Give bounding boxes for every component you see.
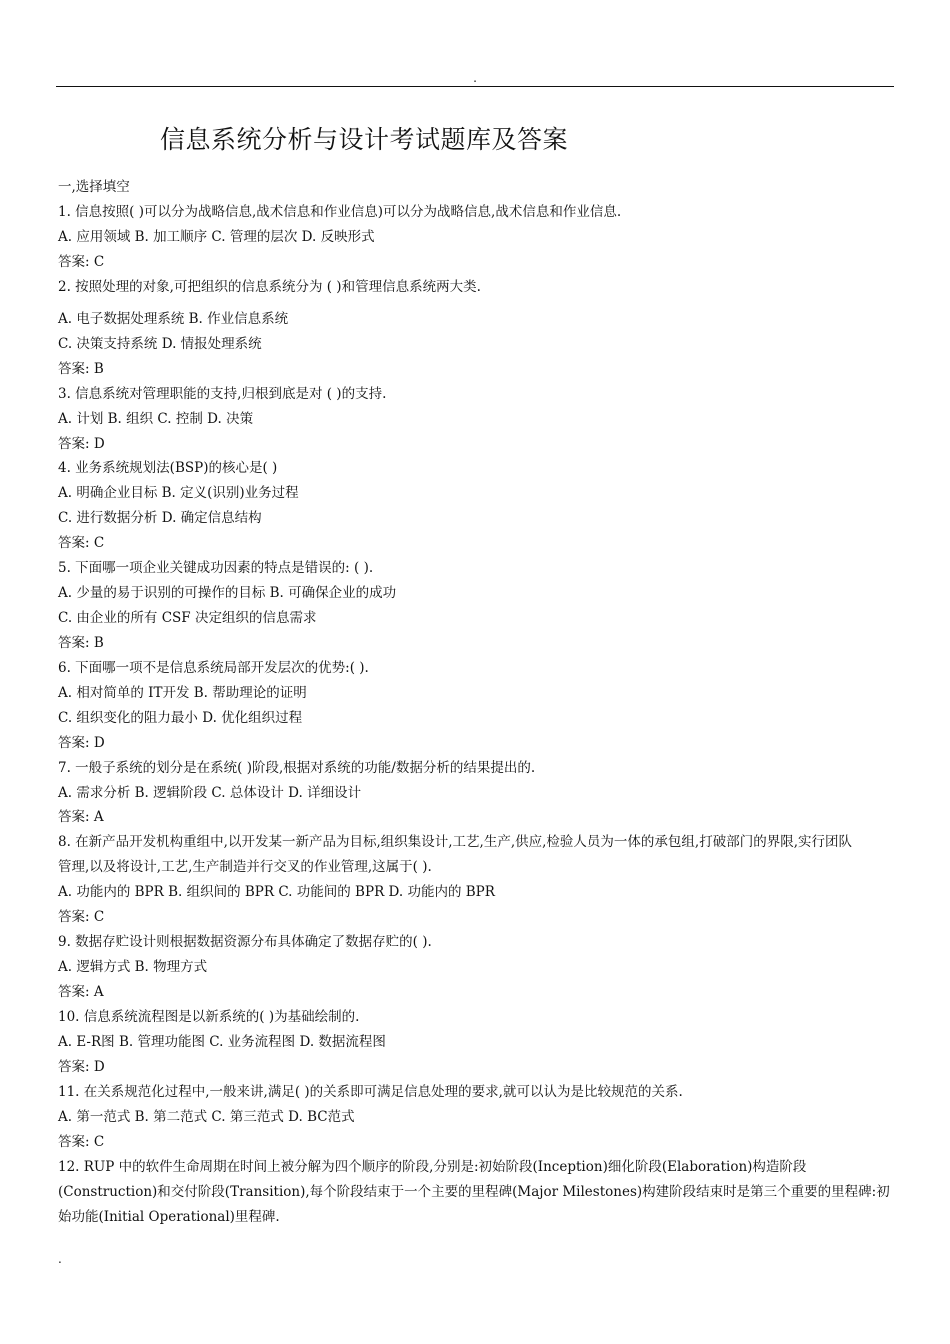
text-line: A. 第一范式 B. 第二范式 C. 第三范式 D. BC范式	[58, 1109, 355, 1125]
section-heading: 一,选择填空	[58, 179, 130, 195]
text-line: A. 相对简单的 IT开发 B. 帮助理论的证明	[58, 685, 307, 701]
text-line: A. 少量的易于识别的可操作的目标 B. 可确保企业的成功	[58, 585, 397, 601]
text-line: (Construction)和交付阶段(Transition),每个阶段结束于一个主要的里程碑(Major Milestones)构建阶段结束时是第三个重要的里程碑:初	[58, 1184, 890, 1200]
text-line: 答案: C	[58, 909, 105, 925]
text-line: 11. 在关系规范化过程中,一般来讲,满足( )的关系即可满足信息处理的要求,就可以认为是比较规范的关系.	[58, 1084, 683, 1100]
text-line: 管理,以及将设计,工艺,生产制造并行交叉的作业管理,这属于( ).	[58, 859, 432, 875]
document-title: 信息系统分析与设计考试题库及答案	[160, 125, 569, 154]
text-line: 3. 信息系统对管理职能的支持,归根到底是对 ( )的支持.	[58, 386, 387, 402]
text-line: 答案: D	[58, 735, 105, 751]
text-line: 答案: B	[58, 635, 104, 651]
text-line: A. 功能内的 BPR B. 组织间的 BPR C. 功能间的 BPR D. 功能内的 BPR	[58, 884, 495, 900]
text-line: 答案: A	[58, 809, 104, 825]
text-line: 12. RUP 中的软件生命周期在时间上被分解为四个顺序的阶段,分别是:初始阶段(Inception)细化阶段(Elaboration)构造阶段	[58, 1159, 807, 1175]
text-line: 答案: C	[58, 1134, 105, 1150]
text-line: C. 由企业的所有 CSF 决定组织的信息需求	[58, 610, 317, 626]
text-line: C. 进行数据分析 D. 确定信息结构	[58, 510, 262, 526]
header-mark: .	[473, 71, 477, 85]
text-line: 答案: C	[58, 254, 105, 270]
text-line: 6. 下面哪一项不是信息系统局部开发层次的优势:( ).	[58, 660, 369, 676]
text-line: 7. 一般子系统的划分是在系统( )阶段,根据对系统的功能/数据分析的结果提出的.	[58, 760, 536, 776]
text-line: 答案: A	[58, 984, 104, 1000]
text-line: A. 明确企业目标 B. 定义(识别)业务过程	[58, 485, 299, 501]
text-line: 答案: B	[58, 361, 104, 377]
text-line: A. 应用领域 B. 加工顺序 C. 管理的层次 D. 反映形式	[58, 229, 375, 245]
text-line: 答案: D	[58, 1059, 105, 1075]
text-line: 始功能(Initial Operational)里程碑.	[58, 1209, 280, 1225]
text-line: 答案: C	[58, 535, 105, 551]
text-line: A. E-R图 B. 管理功能图 C. 业务流程图 D. 数据流程图	[58, 1034, 386, 1050]
text-line: C. 组织变化的阻力最小 D. 优化组织过程	[58, 710, 303, 726]
footer-mark: .	[58, 1252, 62, 1266]
text-line: 2. 按照处理的对象,可把组织的信息系统分为 ( )和管理信息系统两大类.	[58, 279, 481, 295]
text-line: A. 电子数据处理系统 B. 作业信息系统	[58, 311, 289, 327]
text-line: 5. 下面哪一项企业关键成功因素的特点是错误的: ( ).	[58, 560, 374, 576]
text-line: A. 计划 B. 组织 C. 控制 D. 决策	[58, 411, 254, 427]
text-line: A. 需求分析 B. 逻辑阶段 C. 总体设计 D. 详细设计	[58, 785, 362, 801]
text-line: 8. 在新产品开发机构重组中,以开发某一新产品为目标,组织集设计,工艺,生产,供应,检验人员为一体的承包组,打破部门的界限,实行团队	[58, 834, 852, 850]
text-line: A. 逻辑方式 B. 物理方式	[58, 959, 208, 975]
text-line: 4. 业务系统规划法(BSP)的核心是( )	[58, 460, 278, 476]
text-line: C. 决策支持系统 D. 情报处理系统	[58, 336, 262, 352]
text-line: 答案: D	[58, 436, 105, 452]
text-line: 1. 信息按照( )可以分为战略信息,战术信息和作业信息)可以分为战略信息,战术信息和作业信息.	[58, 204, 622, 220]
text-line: 9. 数据存贮设计则根据数据资源分布具体确定了数据存贮的( ).	[58, 934, 432, 950]
header-rule	[56, 86, 894, 87]
text-line: 10. 信息系统流程图是以新系统的( )为基础绘制的.	[58, 1009, 360, 1025]
